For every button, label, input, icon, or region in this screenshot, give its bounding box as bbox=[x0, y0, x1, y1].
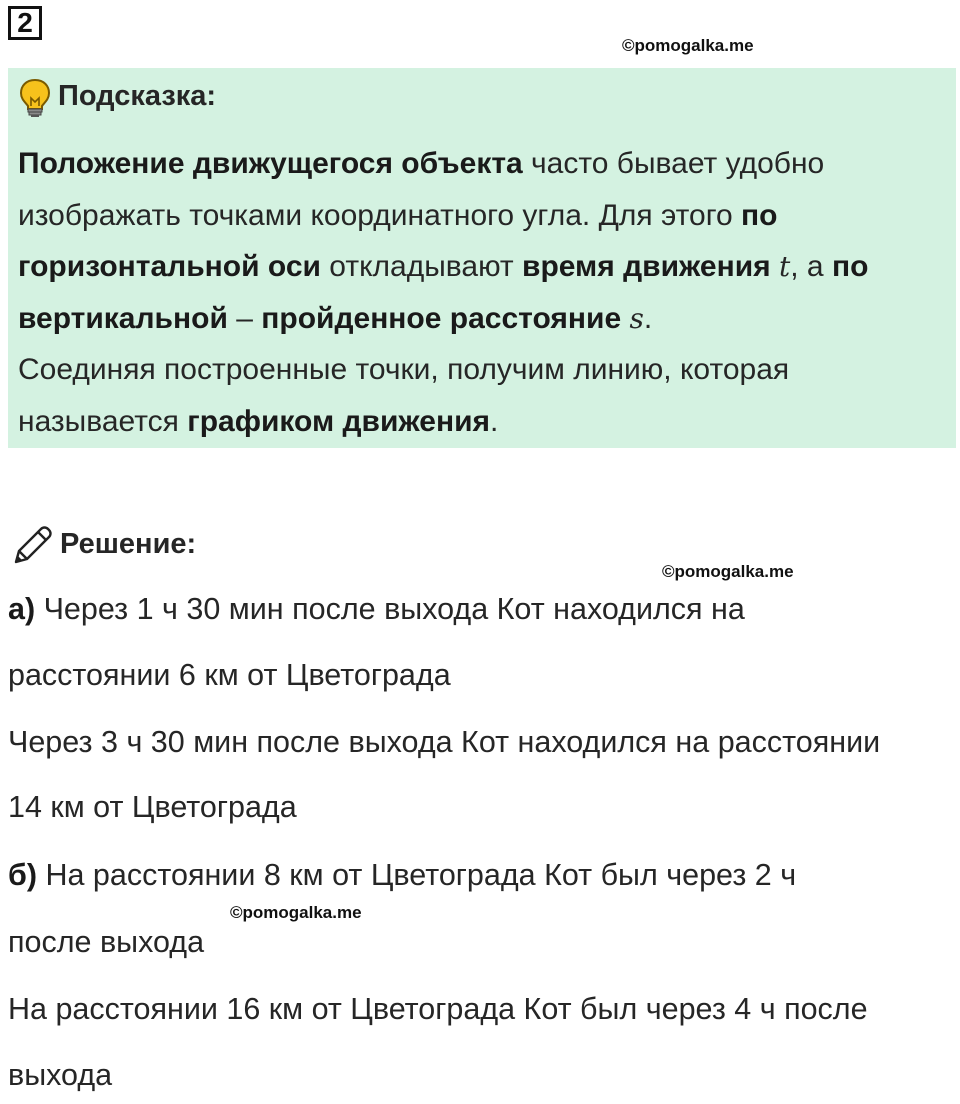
text-run: На расстоянии 16 км от Цветограда Кот был через 4 ч после bbox=[8, 992, 868, 1026]
text-run: , а bbox=[790, 250, 832, 283]
text-run: по bbox=[741, 198, 778, 232]
text-run: вертикальной bbox=[18, 301, 228, 335]
text-run: s bbox=[629, 301, 644, 335]
text-run: называется bbox=[18, 404, 188, 438]
text-run: 14 км от Цветограда bbox=[8, 790, 297, 824]
text-run: по bbox=[831, 250, 869, 283]
text-run: откладывают bbox=[320, 250, 522, 283]
text-run: Соединяя построенные точки, получим линию, которая bbox=[18, 353, 790, 386]
watermark-bottom: ©pomogalka.me bbox=[230, 903, 362, 922]
hint-line bbox=[18, 138, 948, 190]
text-run: . bbox=[490, 404, 499, 438]
hint-line bbox=[18, 190, 948, 242]
solution-line bbox=[8, 592, 745, 627]
text-run: а) bbox=[8, 592, 36, 626]
pencil-icon bbox=[10, 524, 54, 568]
hint-title: Подсказка: bbox=[58, 80, 217, 112]
hint-line bbox=[18, 396, 948, 448]
text-run: расстоянии 6 км от Цветограда bbox=[8, 658, 451, 692]
solution-line bbox=[8, 858, 796, 893]
solution-line bbox=[8, 1058, 112, 1093]
solution-line bbox=[8, 992, 868, 1027]
text-run: пройденное расстояние bbox=[261, 301, 622, 335]
text-run: б) bbox=[8, 858, 37, 892]
text-run: Через 1 ч 30 мин после выхода Кот находился на bbox=[35, 592, 745, 626]
solution-line bbox=[8, 658, 451, 693]
text-run: Положение движущегося объекта bbox=[18, 147, 523, 180]
text-run bbox=[771, 250, 779, 283]
text-run: горизонтальной оси bbox=[18, 250, 321, 283]
text-run: после выхода bbox=[8, 925, 205, 959]
text-run: – bbox=[227, 301, 262, 335]
text-run: На расстоянии 8 км от Цветограда Кот был через 2 ч bbox=[37, 858, 797, 892]
lightbulb-icon bbox=[18, 78, 52, 118]
hint-text bbox=[18, 138, 948, 447]
solution-line bbox=[8, 790, 297, 825]
text-run: . bbox=[643, 301, 653, 335]
text-run: Через 3 ч 30 мин после выхода Кот находился на расстоянии bbox=[8, 725, 881, 759]
solution-line bbox=[8, 925, 204, 960]
solution-title: Решение: bbox=[60, 528, 197, 560]
text-run: изображать точками координатного угла. Для этого bbox=[18, 198, 742, 232]
hint-line bbox=[18, 293, 948, 345]
hint-line bbox=[18, 241, 948, 293]
text-run: графиком движения bbox=[187, 404, 491, 438]
text-run: t bbox=[779, 250, 791, 283]
task-number-box: 2 bbox=[8, 6, 42, 40]
text-run: часто бывает удобно bbox=[522, 147, 825, 180]
solution-line bbox=[8, 725, 880, 760]
watermark-top: ©pomogalka.me bbox=[622, 36, 754, 55]
text-run: выхода bbox=[8, 1058, 113, 1092]
text-run: время движения bbox=[522, 250, 771, 283]
hint-line bbox=[18, 344, 948, 396]
watermark-middle: ©pomogalka.me bbox=[662, 562, 794, 581]
